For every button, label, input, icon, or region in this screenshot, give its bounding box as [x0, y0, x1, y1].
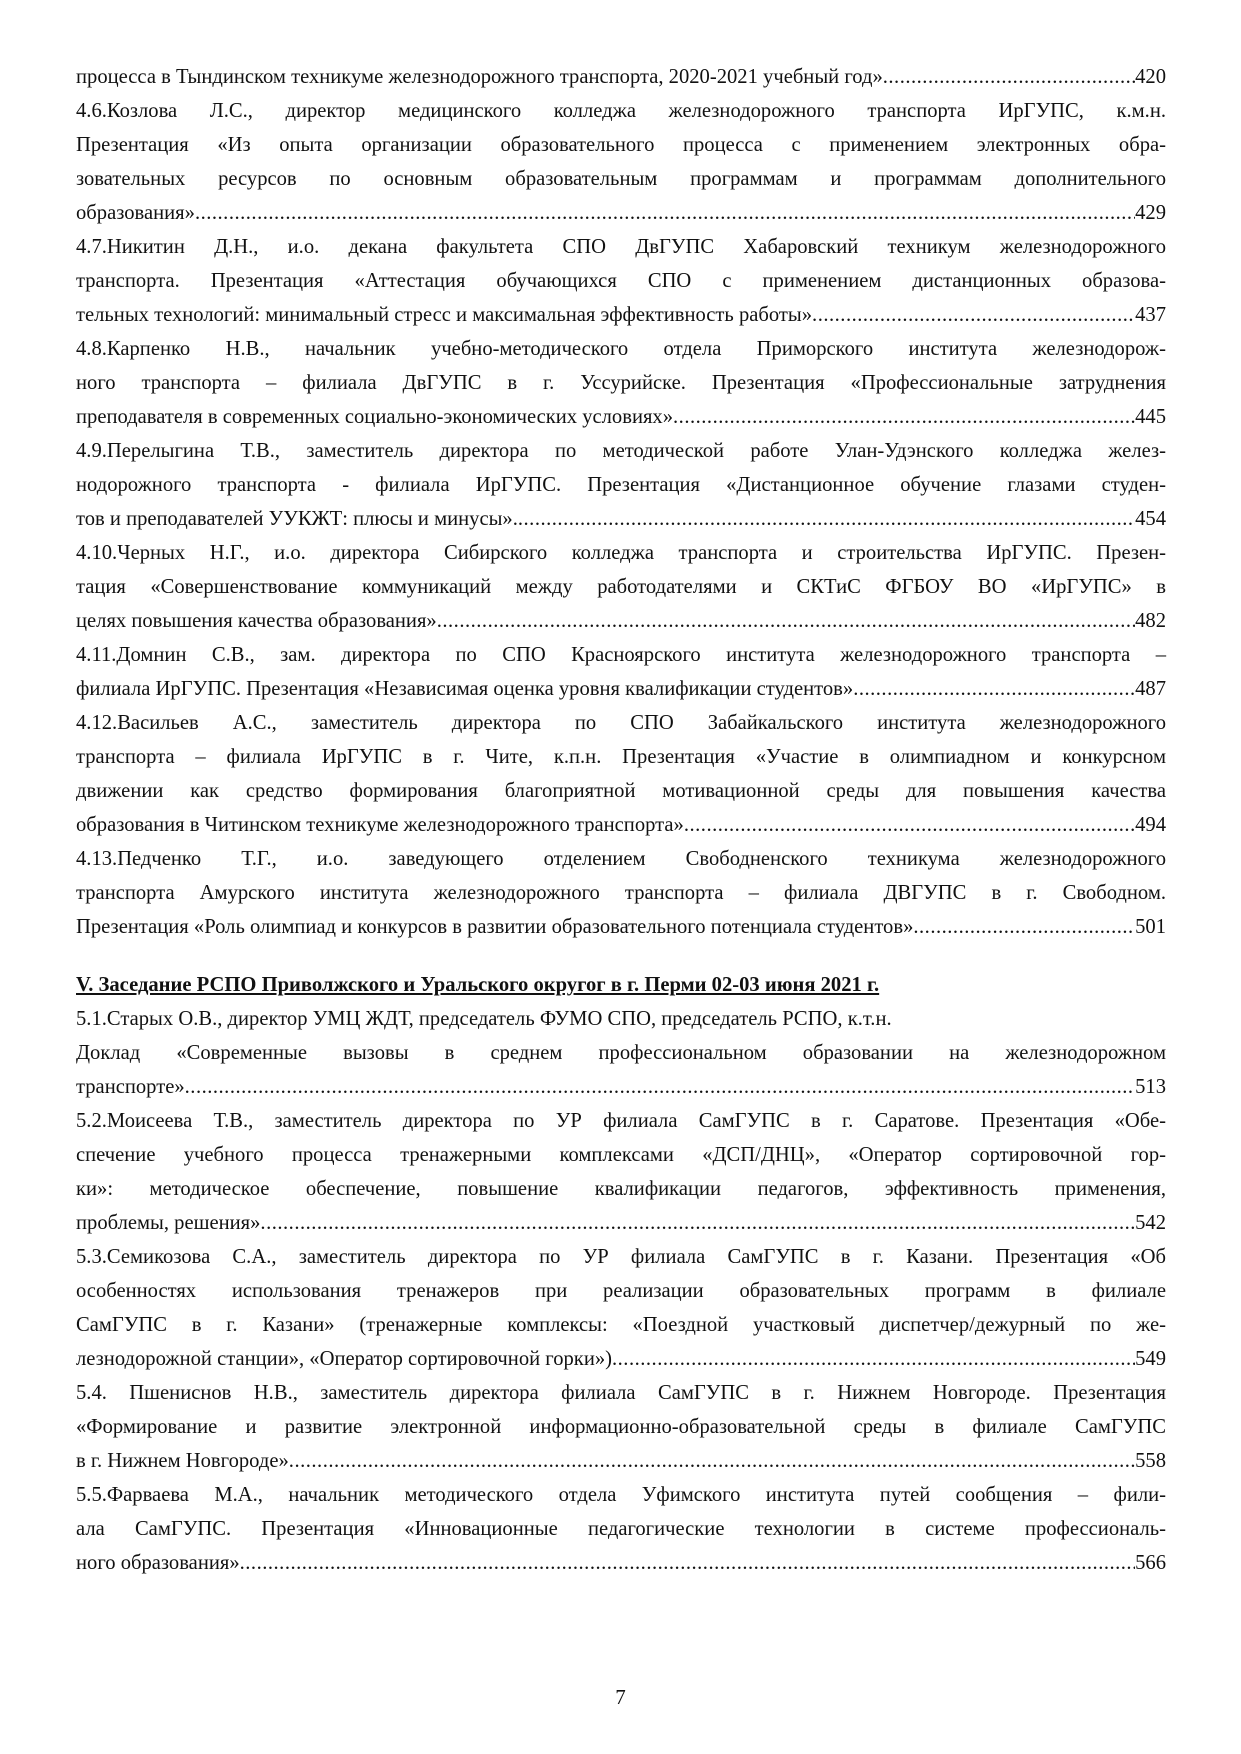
toc-entry-text: проблемы, решения»	[76, 1212, 261, 1234]
toc-entry-line: ки»: методическое обеспечение, повышение квалификации педагогов, эффективность применения,	[76, 1178, 1166, 1200]
toc-entry	[76, 1104, 1166, 1240]
toc-page-number: 558	[1135, 1450, 1166, 1472]
dot-leader	[853, 672, 1135, 706]
dot-leader	[240, 1546, 1135, 1580]
toc-entry-text: образования»	[76, 202, 195, 224]
page-number: 7	[615, 1685, 626, 1709]
toc-page-number: 542	[1135, 1212, 1166, 1234]
toc-entry-line: Презентация «Из опыта организации образовательного процесса с применением электронных обра-	[76, 134, 1166, 156]
toc-entry-line: транспорта. Презентация «Аттестация обучающихся СПО с применением дистанционных образова-	[76, 270, 1166, 292]
toc-entry	[76, 536, 1166, 638]
toc-entry	[76, 94, 1166, 230]
toc-entry	[76, 332, 1166, 434]
toc-entry-line: Доклад «Современные вызовы в среднем профессиональном образовании на железнодорожном	[76, 1042, 1166, 1064]
toc-page-number: 549	[1135, 1348, 1166, 1370]
toc-page-number: 482	[1135, 610, 1166, 632]
dot-leader	[612, 1342, 1135, 1376]
toc-entry-last-line	[76, 910, 1166, 944]
toc-entry-line: 4.7.Никитин Д.Н., и.о. декана факультета СПО ДвГУПС Хабаровский техникум железнодорожного	[76, 236, 1166, 258]
dot-leader	[195, 196, 1135, 230]
toc-entry-text: целях повышения качества образования»	[76, 610, 437, 632]
toc-page-number: 429	[1135, 202, 1166, 224]
toc-entry	[76, 638, 1166, 706]
toc-entry	[76, 842, 1166, 944]
toc-page-number: 454	[1135, 508, 1166, 530]
toc-entry-line: 5.1.Старых О.В., директор УМЦ ЖДТ, председатель ФУМО СПО, председатель РСПО, к.т.н.	[76, 1008, 892, 1030]
toc-page-number: 513	[1135, 1076, 1166, 1098]
dot-leader	[260, 1206, 1135, 1240]
dot-leader	[913, 910, 1135, 944]
toc-page-number: 566	[1135, 1552, 1166, 1574]
toc-entry-line: 5.3.Семикозова С.А., заместитель директора по УР филиала СамГУПС в г. Казани. Презентация «Об	[76, 1246, 1166, 1268]
toc-page-number: 487	[1135, 678, 1166, 700]
dot-leader	[883, 60, 1135, 94]
toc-part-5	[76, 1002, 1166, 1580]
toc-entry-line: особенностях использования тренажеров при реализации образовательных программ в филиале	[76, 1280, 1166, 1302]
toc-entry-line: ала СамГУПС. Презентация «Инновационные педагогические технологии в системе профессиональ-	[76, 1518, 1166, 1540]
dot-leader	[812, 298, 1135, 332]
toc-entry	[76, 1240, 1166, 1376]
toc-entry-last-line	[76, 808, 1166, 842]
toc-entry-line: транспорта – филиала ИрГУПС в г. Чите, к.п.н. Презентация «Участие в олимпиадном и конкурсном	[76, 746, 1166, 768]
toc-entry-text: тов и преподавателей УУКЖТ: плюсы и минусы».	[76, 508, 518, 530]
toc-entry-text: филиала ИрГУПС. Презентация «Независимая оценка уровня квалификации студентов»	[76, 678, 854, 700]
toc-entry-text: тельных технологий: минимальный стресс и максимальная эффективность работы»	[76, 304, 813, 326]
toc-entry	[76, 230, 1166, 332]
toc-entry-line: 4.11.Домнин С.В., зам. директора по СПО Красноярского института железнодорожного транспорта –	[76, 644, 1166, 666]
toc-entry-line: 5.4. Пшениснов Н.В., заместитель директора филиала СамГУПС в г. Нижнем Новгороде. Презентация	[76, 1382, 1166, 1404]
toc-entry	[76, 434, 1166, 536]
toc-entry-last-line	[76, 604, 1166, 638]
toc-entry-text: процесса в Тындинском техникуме железнодорожного транспорта, 2020-2021 учебный год»	[76, 66, 883, 88]
toc-entry-line: спечение учебного процесса тренажерными комплексами «ДСП/ДНЦ», «Оператор сортировочной гор-	[76, 1144, 1166, 1166]
toc-page-number: 437	[1135, 304, 1166, 326]
toc-entry-last-line	[76, 672, 1166, 706]
toc-entry-last-line	[76, 1206, 1166, 1240]
toc-entry	[76, 1002, 1166, 1104]
toc-entry-line: 5.2.Моисеева Т.В., заместитель директора по УР филиала СамГУПС в г. Саратове. Презентация «Обе-	[76, 1110, 1166, 1132]
toc-entry-text: транспорте»	[76, 1076, 185, 1098]
toc-entry-line: ного транспорта – филиала ДвГУПС в г. Уссурийске. Презентация «Профессиональные затруднения	[76, 372, 1166, 394]
toc-entry-line: 4.13.Педченко Т.Г., и.о. заведующего отделением Свободненского техникума железнодорожного	[76, 848, 1166, 870]
toc-entry	[76, 706, 1166, 842]
toc-entry-text: Презентация «Роль олимпиад и конкурсов в развитии образовательного потенциала студентов»	[76, 916, 914, 938]
toc-entry-line: движении как средство формирования благоприятной мотивационной среды для повышения качества	[76, 780, 1166, 802]
document-page	[76, 60, 1166, 1580]
dot-leader	[684, 808, 1135, 842]
toc-entry-line: 4.10.Черных Н.Г., и.о. директора Сибирского колледжа транспорта и строительства ИрГУПС. Презен-	[76, 542, 1166, 564]
toc-entry-text: в г. Нижнем Новгороде»	[76, 1450, 289, 1472]
section-title: V. Заседание РСПО Приволжского и Уральского округог в г. Перми 02-03 июня 2021 г.	[76, 974, 880, 996]
toc-entry-line: СамГУПС в г. Казани» (тренажерные комплексы: «Поездной участковый диспетчер/дежурный по же-	[76, 1314, 1166, 1336]
toc-entry	[76, 60, 1166, 94]
toc-entry-last-line	[76, 1070, 1166, 1104]
toc-entry-text: преподавателя в современных социально-экономических условиях»	[76, 406, 674, 428]
toc-page-number: 420	[1135, 66, 1166, 88]
toc-part-4	[76, 60, 1166, 944]
toc-entry-line: зовательных ресурсов по основным образовательным программам и программам дополнительного	[76, 168, 1166, 190]
toc-entry-text: лезнодорожной станции», «Оператор сортировочной горки»)	[76, 1348, 612, 1370]
toc-entry-line: 4.9.Перелыгина Т.В., заместитель директора по методической работе Улан-Удэнского колледжа желез-	[76, 440, 1166, 462]
toc-entry-text: ного образования»	[76, 1552, 240, 1574]
toc-entry-text: образования в Читинском техникуме железнодорожного транспорта»	[76, 814, 684, 836]
dot-leader	[185, 1070, 1135, 1104]
toc-page-number: 445	[1135, 406, 1166, 428]
toc-entry-last-line	[76, 196, 1166, 230]
toc-entry-last-line	[76, 1342, 1166, 1376]
dot-leader	[673, 400, 1135, 434]
toc-entry-line: 5.5.Фарваева М.А., начальник методического отдела Уфимского института путей сообщения – фили-	[76, 1484, 1166, 1506]
toc-entry-last-line	[76, 60, 1166, 94]
toc-entry-line: 4.8.Карпенко Н.В., начальник учебно-методического отдела Приморского института железнодорож-	[76, 338, 1166, 360]
dot-leader	[437, 604, 1135, 638]
toc-entry-last-line	[76, 1546, 1166, 1580]
toc-entry-last-line	[76, 502, 1166, 536]
dot-leader	[518, 502, 1135, 536]
toc-entry-line: 4.6.Козлова Л.С., директор медицинского колледжа железнодорожного транспорта ИрГУПС, к.м.н.	[76, 100, 1166, 122]
toc-entry-last-line	[76, 298, 1166, 332]
toc-entry-line: транспорта Амурского института железнодорожного транспорта – филиала ДВГУПС в г. Свободном.	[76, 882, 1166, 904]
toc-entry-line: нодорожного транспорта - филиала ИрГУПС. Презентация «Дистанционное обучение глазами студен-	[76, 474, 1166, 496]
toc-entry-line: 4.12.Васильев А.С., заместитель директора по СПО Забайкальского института железнодорожного	[76, 712, 1166, 734]
toc-entry-last-line	[76, 400, 1166, 434]
toc-entry	[76, 1376, 1166, 1478]
dot-leader	[289, 1444, 1135, 1478]
toc-page-number: 501	[1135, 916, 1166, 938]
toc-entry-line: «Формирование и развитие электронной информационно-образовательной среды в филиале СамГУПС	[76, 1416, 1166, 1438]
toc-entry-last-line	[76, 1444, 1166, 1478]
toc-page-number: 494	[1135, 814, 1166, 836]
toc-entry	[76, 1478, 1166, 1580]
toc-entry-line: тация «Совершенствование коммуникаций между работодателями и СКТиС ФГБОУ ВО «ИрГУПС» в	[76, 576, 1166, 598]
